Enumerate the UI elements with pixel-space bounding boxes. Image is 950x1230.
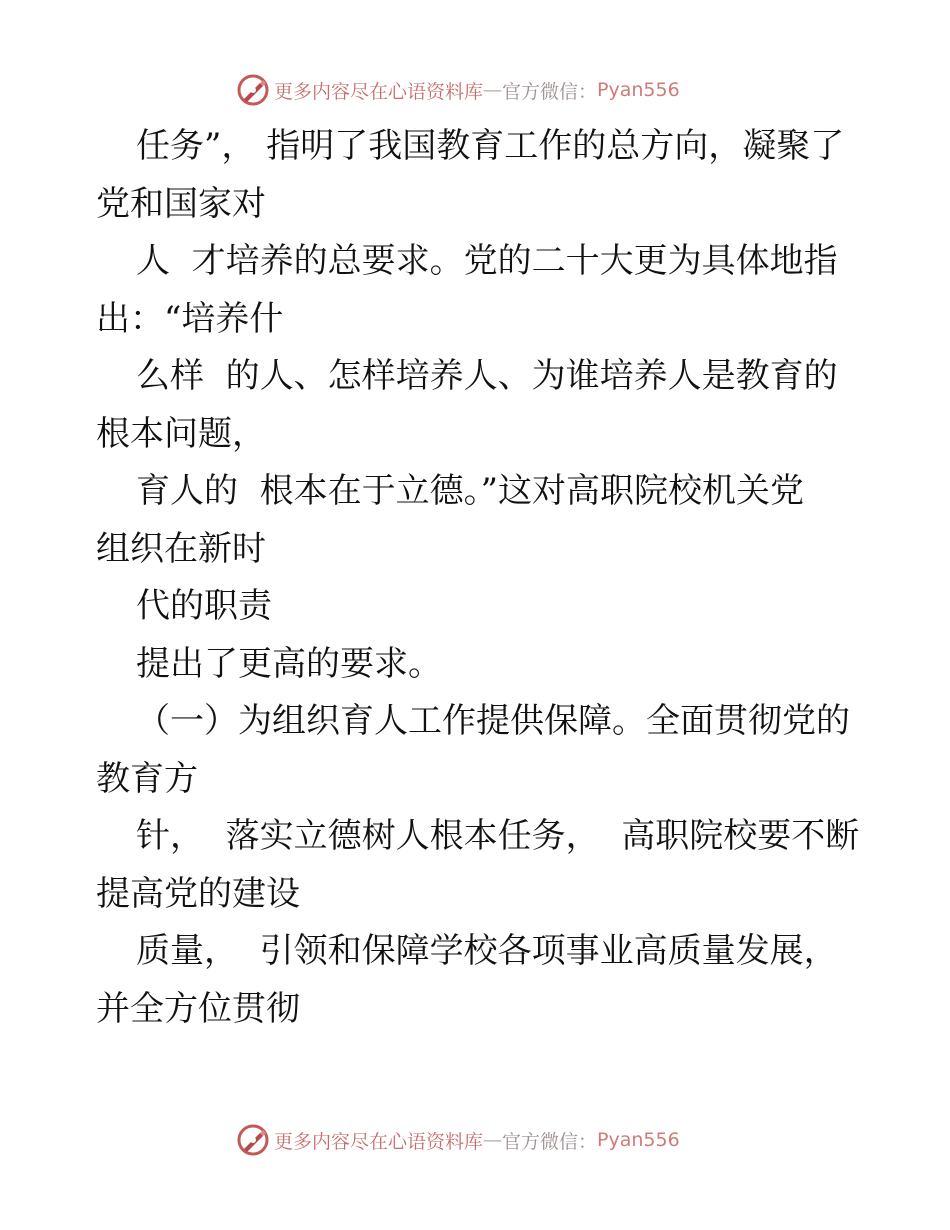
text-line: 育人的 根本在于立德。”这对高职院校机关党 xyxy=(136,471,804,511)
watermark-title: 更多内容尽在心语资料库 xyxy=(274,80,484,103)
watermark-title: 更多内容尽在心语资料库 xyxy=(274,1130,484,1153)
text-line: 党和国家对 xyxy=(96,183,266,224)
text-line: （一）为组织育人工作提供保障。全面贯彻党的 xyxy=(136,701,850,741)
header-watermark xyxy=(236,72,756,108)
text-line: 任务”， 指明了我国教育工作的总方向，凝聚了 xyxy=(136,126,845,166)
pen-logo-icon xyxy=(236,73,270,107)
text-line: 提出了更高的要求。 xyxy=(136,643,442,684)
text-line: 针， 落实立德树人根本任务， 高职院校要不断 xyxy=(136,816,860,856)
watermark-wechat-label: 官方微信： xyxy=(502,1130,598,1153)
watermark-wechat-id: Pyan556 xyxy=(597,79,680,101)
text-line: 组织在新时 xyxy=(96,528,266,569)
watermark-wechat-id: Pyan556 xyxy=(597,1129,680,1151)
body-text xyxy=(96,118,896,1038)
footer-watermark xyxy=(236,1122,756,1158)
text-line: 提高党的建设 xyxy=(96,873,300,914)
watermark-separator: — xyxy=(483,1129,503,1151)
watermark-wechat-label: 官方微信： xyxy=(502,80,598,103)
text-line: 教育方 xyxy=(96,758,198,799)
text-line: 根本问题， xyxy=(96,413,266,454)
text-line: 并全方位贯彻 xyxy=(96,988,300,1029)
pen-logo-icon xyxy=(236,1123,270,1157)
text-line: 么样 的人、怎样培养人、为谁培养人是教育的 xyxy=(136,356,838,396)
text-line: 代的职责 xyxy=(136,586,272,626)
watermark-separator: — xyxy=(483,79,503,101)
text-line: 质量， 引领和保障学校各项事业高质量发展， xyxy=(136,931,838,971)
text-line: 出：“培养什 xyxy=(96,298,284,339)
text-line: 人 才培养的总要求。党的二十大更为具体地指 xyxy=(136,241,838,281)
